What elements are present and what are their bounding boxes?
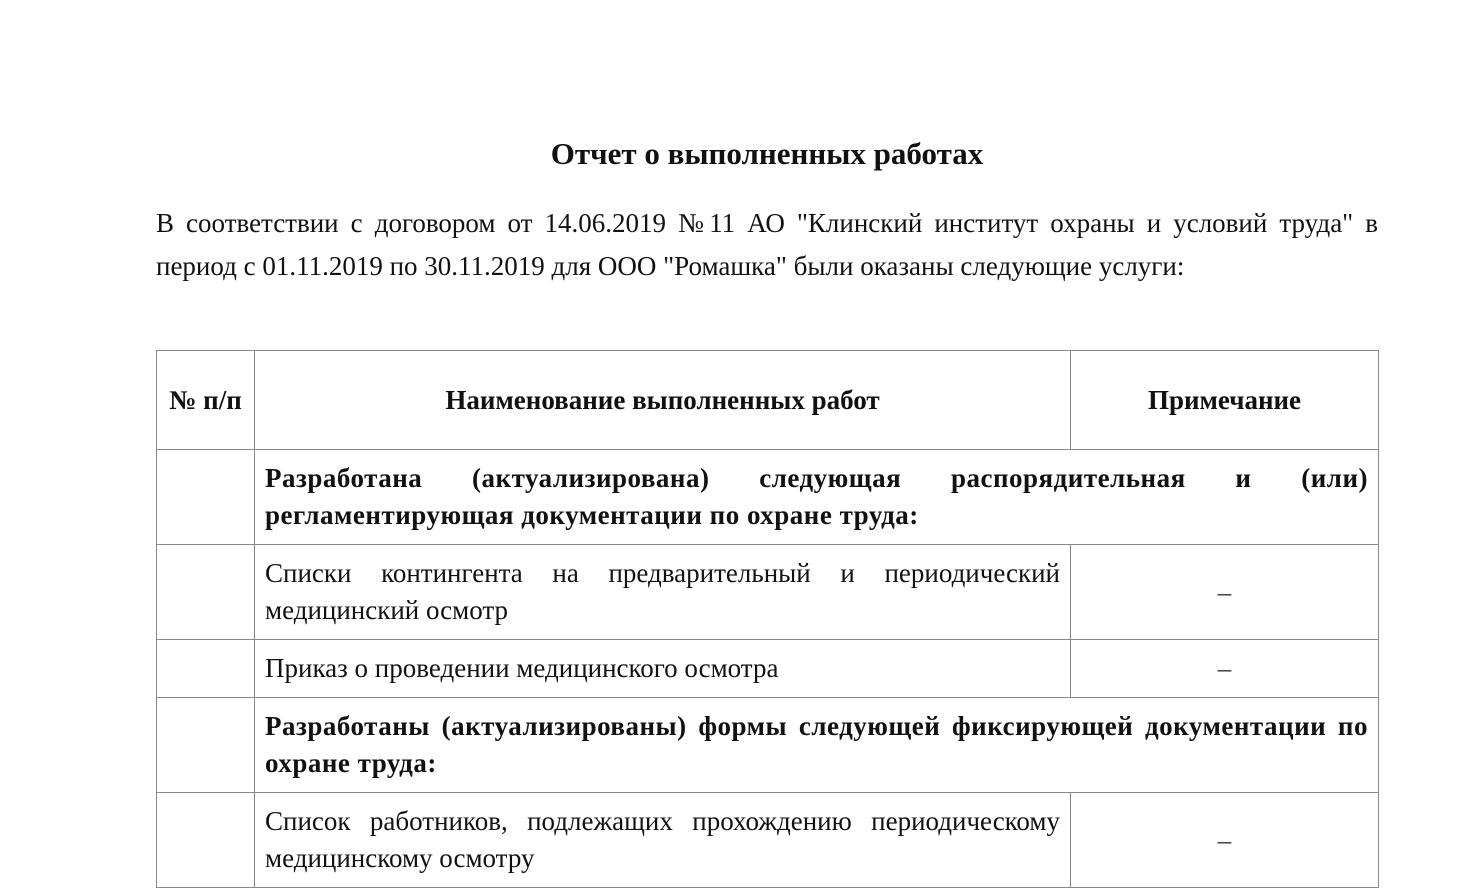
intro-paragraph: В соответствии с договором от 14.06.2019 №11 АО "Клинский институт охраны и условий труда" в период с 01.11.2019 по 30.11.2019 для ООО "Ромашка" были оказаны следующие услуги:	[156, 208, 1378, 281]
document-page	[156, 0, 1378, 887]
row-number-cell	[157, 698, 255, 793]
work-item-name: Приказ о проведении медицинского осмотра	[255, 640, 1071, 698]
header-number: № п/п	[157, 351, 255, 450]
table-header-row	[157, 351, 1379, 450]
header-note: Примечание	[1071, 351, 1379, 450]
work-item-note: –	[1071, 545, 1379, 640]
work-item-note: –	[1071, 793, 1379, 888]
row-number-cell	[157, 793, 255, 888]
row-number-cell	[157, 640, 255, 698]
table-row	[157, 793, 1379, 888]
row-number-cell	[157, 545, 255, 640]
section-heading: Разработана (актуализирована) следующая распорядительная и (или) регламентирующая документации по охране труда:	[255, 450, 1379, 545]
row-number-cell	[157, 450, 255, 545]
work-item-name: Список работников, подлежащих прохождению периодическому медицинскому осмотру	[255, 793, 1071, 888]
table-row	[157, 640, 1379, 698]
table-row-section	[157, 698, 1379, 793]
document-title: Отчет о выполненных работах	[550, 136, 984, 171]
work-item-note: –	[1071, 640, 1379, 698]
work-item-name: Списки контингента на предварительный и периодический медицинский осмотр	[255, 545, 1071, 640]
section-heading: Разработаны (актуализированы) формы следующей фиксирующей документации по охране труда:	[255, 698, 1379, 793]
table-row-section	[157, 450, 1379, 545]
header-name: Наименование выполненных работ	[255, 351, 1071, 450]
services-table	[156, 350, 1379, 888]
table-row	[157, 545, 1379, 640]
